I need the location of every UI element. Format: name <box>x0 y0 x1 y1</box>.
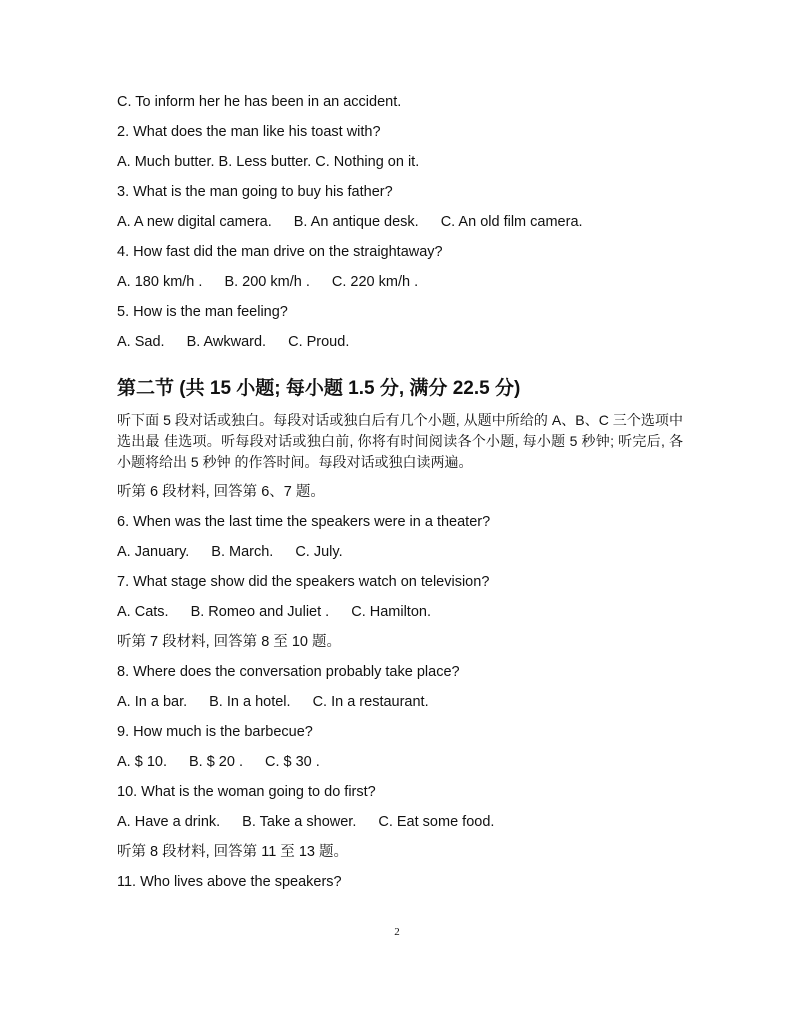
answer-option: B. Romeo and Juliet . <box>190 604 330 620</box>
listening-part-2 <box>117 482 687 892</box>
answer-option: A. In a bar. <box>117 694 188 710</box>
question-text: 5. How is the man feeling? <box>117 304 288 320</box>
question-text: 3. What is the man going to buy his father? <box>117 184 393 200</box>
material-note: 听第 7 段材料, 回答第 8 至 10 题。 <box>117 634 341 650</box>
answer-option: C. An old film camera. <box>440 214 583 230</box>
answer-option: A. $ 10. <box>117 754 167 770</box>
answer-options <box>117 272 687 292</box>
answer-option: C. July. <box>295 544 343 560</box>
answer-options <box>117 212 687 232</box>
question-text: 8. Where does the conversation probably take place? <box>117 664 460 680</box>
question-text: 10. What is the woman going to do first? <box>117 784 376 800</box>
answer-option: C. Eat some food. <box>378 814 495 830</box>
question-text: 4. How fast did the man drive on the straightaway? <box>117 244 443 260</box>
page-number: 2 <box>394 926 400 938</box>
answer-option: C. Hamilton. <box>351 604 431 620</box>
answer-options <box>117 812 687 832</box>
answer-option: A. Cats. <box>117 604 169 620</box>
section-2-title: 第二节 (共 15 小题; 每小题 1.5 分, 满分 22.5 分) <box>117 378 521 399</box>
answer-option: B. $ 20 . <box>188 754 243 770</box>
answer-option: B. 200 km/h . <box>224 274 310 290</box>
answer-options: C. To inform her he has been in an accident. <box>117 94 402 110</box>
answer-option: A. Sad. <box>117 334 165 350</box>
material-note: 听第 6 段材料, 回答第 6、7 题。 <box>117 484 325 500</box>
answer-option: B. Awkward. <box>186 334 267 350</box>
answer-option: A. 180 km/h . <box>117 274 203 290</box>
listening-part-1 <box>117 92 687 352</box>
answer-options: A. Much butter. B. Less butter. C. Nothing on it. <box>117 154 420 170</box>
answer-options <box>117 332 687 352</box>
answer-option: C. In a restaurant. <box>312 694 429 710</box>
section-2-instructions: 听下面 5 段对话或独白。每段对话或独白后有几个小题, 从题中所给的 A、B、C 三个选项中选出最 佳选项。听每段对话或独白前, 你将有时间阅读各个小题, 每小题 5 秒钟; 听完后, 各小题将给出 5 秒钟 的作答时间。每段对话或独白读两遍。 <box>117 412 683 470</box>
answer-option: A. Have a drink. <box>117 814 221 830</box>
question-text: 11. Who lives above the speakers? <box>117 874 342 890</box>
answer-options <box>117 752 687 772</box>
answer-option: C. 220 km/h . <box>331 274 419 290</box>
material-note: 听第 8 段材料, 回答第 11 至 13 题。 <box>117 844 348 860</box>
answer-option: B. March. <box>211 544 274 560</box>
question-text: 7. What stage show did the speakers watch on television? <box>117 574 490 590</box>
answer-options <box>117 602 687 622</box>
answer-option: B. An antique desk. <box>293 214 419 230</box>
answer-option: B. Take a shower. <box>242 814 357 830</box>
answer-option: C. $ 30 . <box>265 754 320 770</box>
answer-option: A. January. <box>117 544 190 560</box>
answer-options <box>117 692 687 712</box>
answer-option: B. In a hotel. <box>209 694 291 710</box>
question-text: 9. How much is the barbecue? <box>117 724 313 740</box>
answer-option: A. A new digital camera. <box>117 214 272 230</box>
answer-options <box>117 542 687 562</box>
question-text: 6. When was the last time the speakers were in a theater? <box>117 514 491 530</box>
page-content <box>117 92 687 902</box>
question-text: 2. What does the man like his toast with? <box>117 124 381 140</box>
answer-option: C. Proud. <box>288 334 350 350</box>
